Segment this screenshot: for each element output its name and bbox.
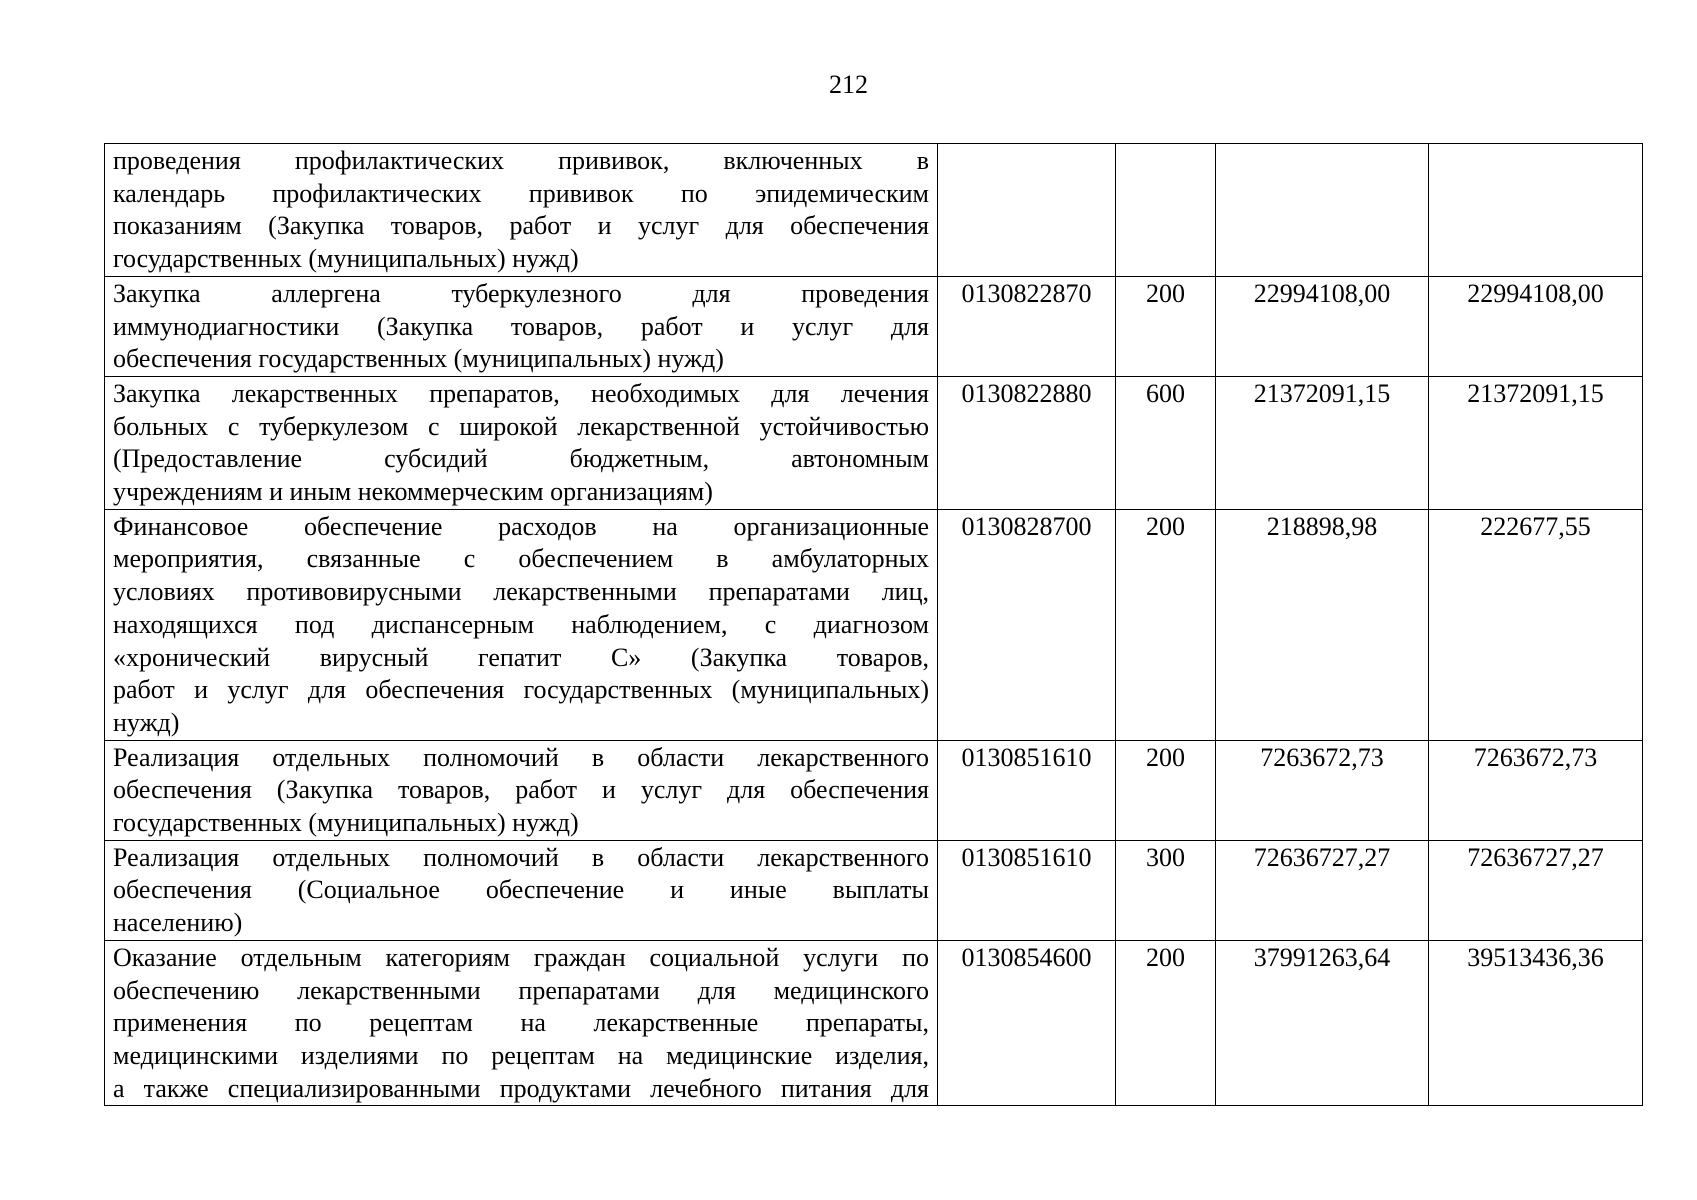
amount-year-2: 22994108,00 <box>1429 276 1643 376</box>
description-line: населению) <box>113 908 243 938</box>
description-line: Реализация отдельных полномочий в области лекарственного <box>113 742 929 772</box>
expense-type-code: 200 <box>1116 940 1216 1106</box>
amount-year-1: 7263672,73 <box>1216 740 1429 840</box>
row-description <box>105 940 938 1106</box>
amount-year-2: 72636727,27 <box>1429 840 1643 940</box>
description-line: Реализация отдельных полномочий в области лекарственного <box>113 842 929 872</box>
row-description <box>105 276 938 376</box>
row-description <box>105 509 938 740</box>
expense-type-code: 600 <box>1116 376 1216 509</box>
expense-type-code <box>1116 144 1216 277</box>
amount-year-2: 21372091,15 <box>1429 376 1643 509</box>
table-row <box>105 509 1643 740</box>
target-article-code: 0130822870 <box>938 276 1116 376</box>
description-line: Оказание отдельным категориям граждан социальной услуги по <box>113 942 929 972</box>
table-row <box>105 276 1643 376</box>
amount-year-2: 222677,55 <box>1429 509 1643 740</box>
description-line: обеспечения (Социальное обеспечение и иные выплаты <box>113 875 929 905</box>
row-description <box>105 740 938 840</box>
amount-year-2: 39513436,36 <box>1429 940 1643 1106</box>
description-line: а также специализированными продуктами лечебного питания для <box>113 1073 929 1103</box>
description-line: обеспечению лекарственными препаратами для медицинского <box>113 975 929 1005</box>
amount-year-2 <box>1429 144 1643 277</box>
amount-year-1: 218898,98 <box>1216 509 1429 740</box>
target-article-code: 0130828700 <box>938 509 1116 740</box>
amount-year-1 <box>1216 144 1429 277</box>
expense-type-code: 300 <box>1116 840 1216 940</box>
description-line: Финансовое обеспечение расходов на организационные <box>113 511 929 541</box>
table-row <box>105 840 1643 940</box>
description-line: иммунодиагностики (Закупка товаров, работ и услуг для <box>113 311 929 341</box>
amount-year-2: 7263672,73 <box>1429 740 1643 840</box>
description-line: условиях противовирусными лекарственными препаратами лиц, <box>113 577 929 607</box>
description-line: (Предоставление субсидий бюджетным, автономным <box>113 444 929 474</box>
description-line: показаниям (Закупка товаров, работ и услуг для обеспечения <box>113 211 929 241</box>
description-line: Закупка аллергена туберкулезного для проведения <box>113 278 929 308</box>
target-article-code: 0130822880 <box>938 376 1116 509</box>
description-line: государственных (муниципальных) нужд) <box>113 244 579 274</box>
row-description <box>105 144 938 277</box>
row-description <box>105 840 938 940</box>
description-line: учреждениям и иным некоммерческим организациям) <box>113 477 713 507</box>
amount-year-1: 72636727,27 <box>1216 840 1429 940</box>
amount-year-1: 37991263,64 <box>1216 940 1429 1106</box>
budget-table <box>104 143 1643 1106</box>
table-row <box>105 376 1643 509</box>
description-line: государственных (муниципальных) нужд) <box>113 808 579 838</box>
description-line: работ и услуг для обеспечения государственных (муниципальных) <box>113 675 929 705</box>
description-line: находящихся под диспансерным наблюдением, с диагнозом <box>113 609 929 639</box>
page-number: 212 <box>829 70 868 99</box>
target-article-code <box>938 144 1116 277</box>
description-line: проведения профилактических прививок, включенных в <box>113 146 929 175</box>
amount-year-1: 21372091,15 <box>1216 376 1429 509</box>
row-description <box>105 376 938 509</box>
table-row <box>105 144 1643 277</box>
amount-year-1: 22994108,00 <box>1216 276 1429 376</box>
table-row <box>105 940 1643 1106</box>
target-article-code: 0130854600 <box>938 940 1116 1106</box>
target-article-code: 0130851610 <box>938 840 1116 940</box>
expense-type-code: 200 <box>1116 509 1216 740</box>
description-line: нужд) <box>113 707 180 737</box>
target-article-code: 0130851610 <box>938 740 1116 840</box>
description-line: мероприятия, связанные с обеспечением в амбулаторных <box>113 544 929 574</box>
description-line: медицинскими изделиями по рецептам на медицинские изделия, <box>113 1040 929 1070</box>
budget-table-body <box>105 144 1643 1106</box>
description-line: применения по рецептам на лекарственные препараты, <box>113 1008 929 1038</box>
expense-type-code: 200 <box>1116 740 1216 840</box>
description-line: «хронический вирусный гепатит С» (Закупка товаров, <box>113 642 929 672</box>
description-line: обеспечения (Закупка товаров, работ и услуг для обеспечения <box>113 775 929 805</box>
description-line: Закупка лекарственных препаратов, необходимых для лечения <box>113 378 929 408</box>
expense-type-code: 200 <box>1116 276 1216 376</box>
description-line: больных с туберкулезом с широкой лекарственной устойчивостью <box>113 411 929 441</box>
description-line: календарь профилактических прививок по эпидемическим <box>113 178 929 208</box>
table-row <box>105 740 1643 840</box>
description-line: обеспечения государственных (муниципальных) нужд) <box>113 344 724 374</box>
